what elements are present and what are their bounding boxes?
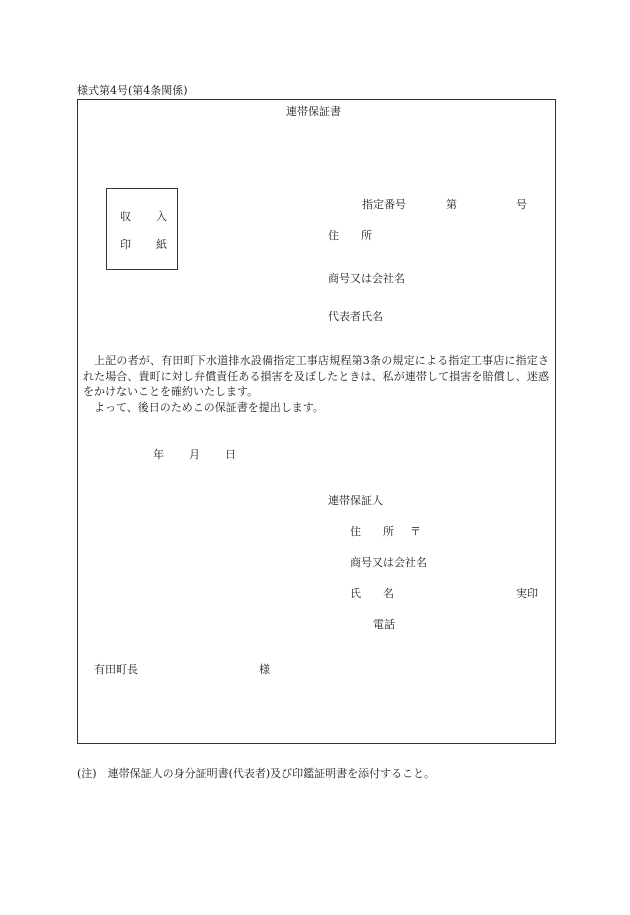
stamp-char-3: 印 xyxy=(120,238,131,251)
guarantee-text xyxy=(83,353,549,415)
addressee-mayor: 有田町長 xyxy=(94,663,138,676)
contractor-address-char-2: 所 xyxy=(361,229,372,242)
postal-mark: 〒 xyxy=(410,525,421,538)
stamp-char-4: 紙 xyxy=(156,238,167,251)
phone-label: 電話 xyxy=(373,618,395,631)
designation-prefix: 第 xyxy=(446,198,457,211)
form-number: 様式第4号(第4条関係) xyxy=(77,84,188,97)
guarantor-name-char-1: 氏 xyxy=(350,587,361,600)
designation-suffix: 号 xyxy=(516,198,527,211)
contractor-representative-label: 代表者氏名 xyxy=(328,310,383,323)
stamp-char-1: 収 xyxy=(120,210,131,223)
stamp-char-2: 入 xyxy=(156,210,167,223)
document-title: 連帯保証書 xyxy=(286,105,341,118)
revenue-stamp-box xyxy=(106,188,178,270)
seal-label: 実印 xyxy=(516,587,538,600)
footnote: (注) 連帯保証人の身分証明書(代表者)及び印鑑証明書を添付すること。 xyxy=(77,767,436,780)
guarantor-address-char-2: 所 xyxy=(383,525,394,538)
guarantor-heading: 連帯保証人 xyxy=(328,494,383,507)
guarantor-company-label: 商号又は会社名 xyxy=(350,556,427,569)
date-year: 年 xyxy=(153,448,164,461)
contractor-company-label: 商号又は会社名 xyxy=(328,272,405,285)
guarantor-address-char-1: 住 xyxy=(350,525,361,538)
date-month: 月 xyxy=(189,448,200,461)
guarantee-paragraph-2: よって、後日のためこの保証書を提出します。 xyxy=(94,400,324,414)
guarantee-paragraph-1: 上記の者が、有田町下水道排水設備指定工事店規程第3条の規定による指定工事店に指定された場合、貴町に対し弁償責任ある損害を及ぼしたときは、私が連帯して損害を賠償し、迷惑をかけないことを確約いたします。 xyxy=(83,354,549,398)
guarantor-name-char-2: 名 xyxy=(383,587,394,600)
designation-label: 指定番号 xyxy=(362,198,406,211)
contractor-address-char-1: 住 xyxy=(328,229,339,242)
date-day: 日 xyxy=(225,448,236,461)
addressee-honorific: 様 xyxy=(259,663,270,676)
